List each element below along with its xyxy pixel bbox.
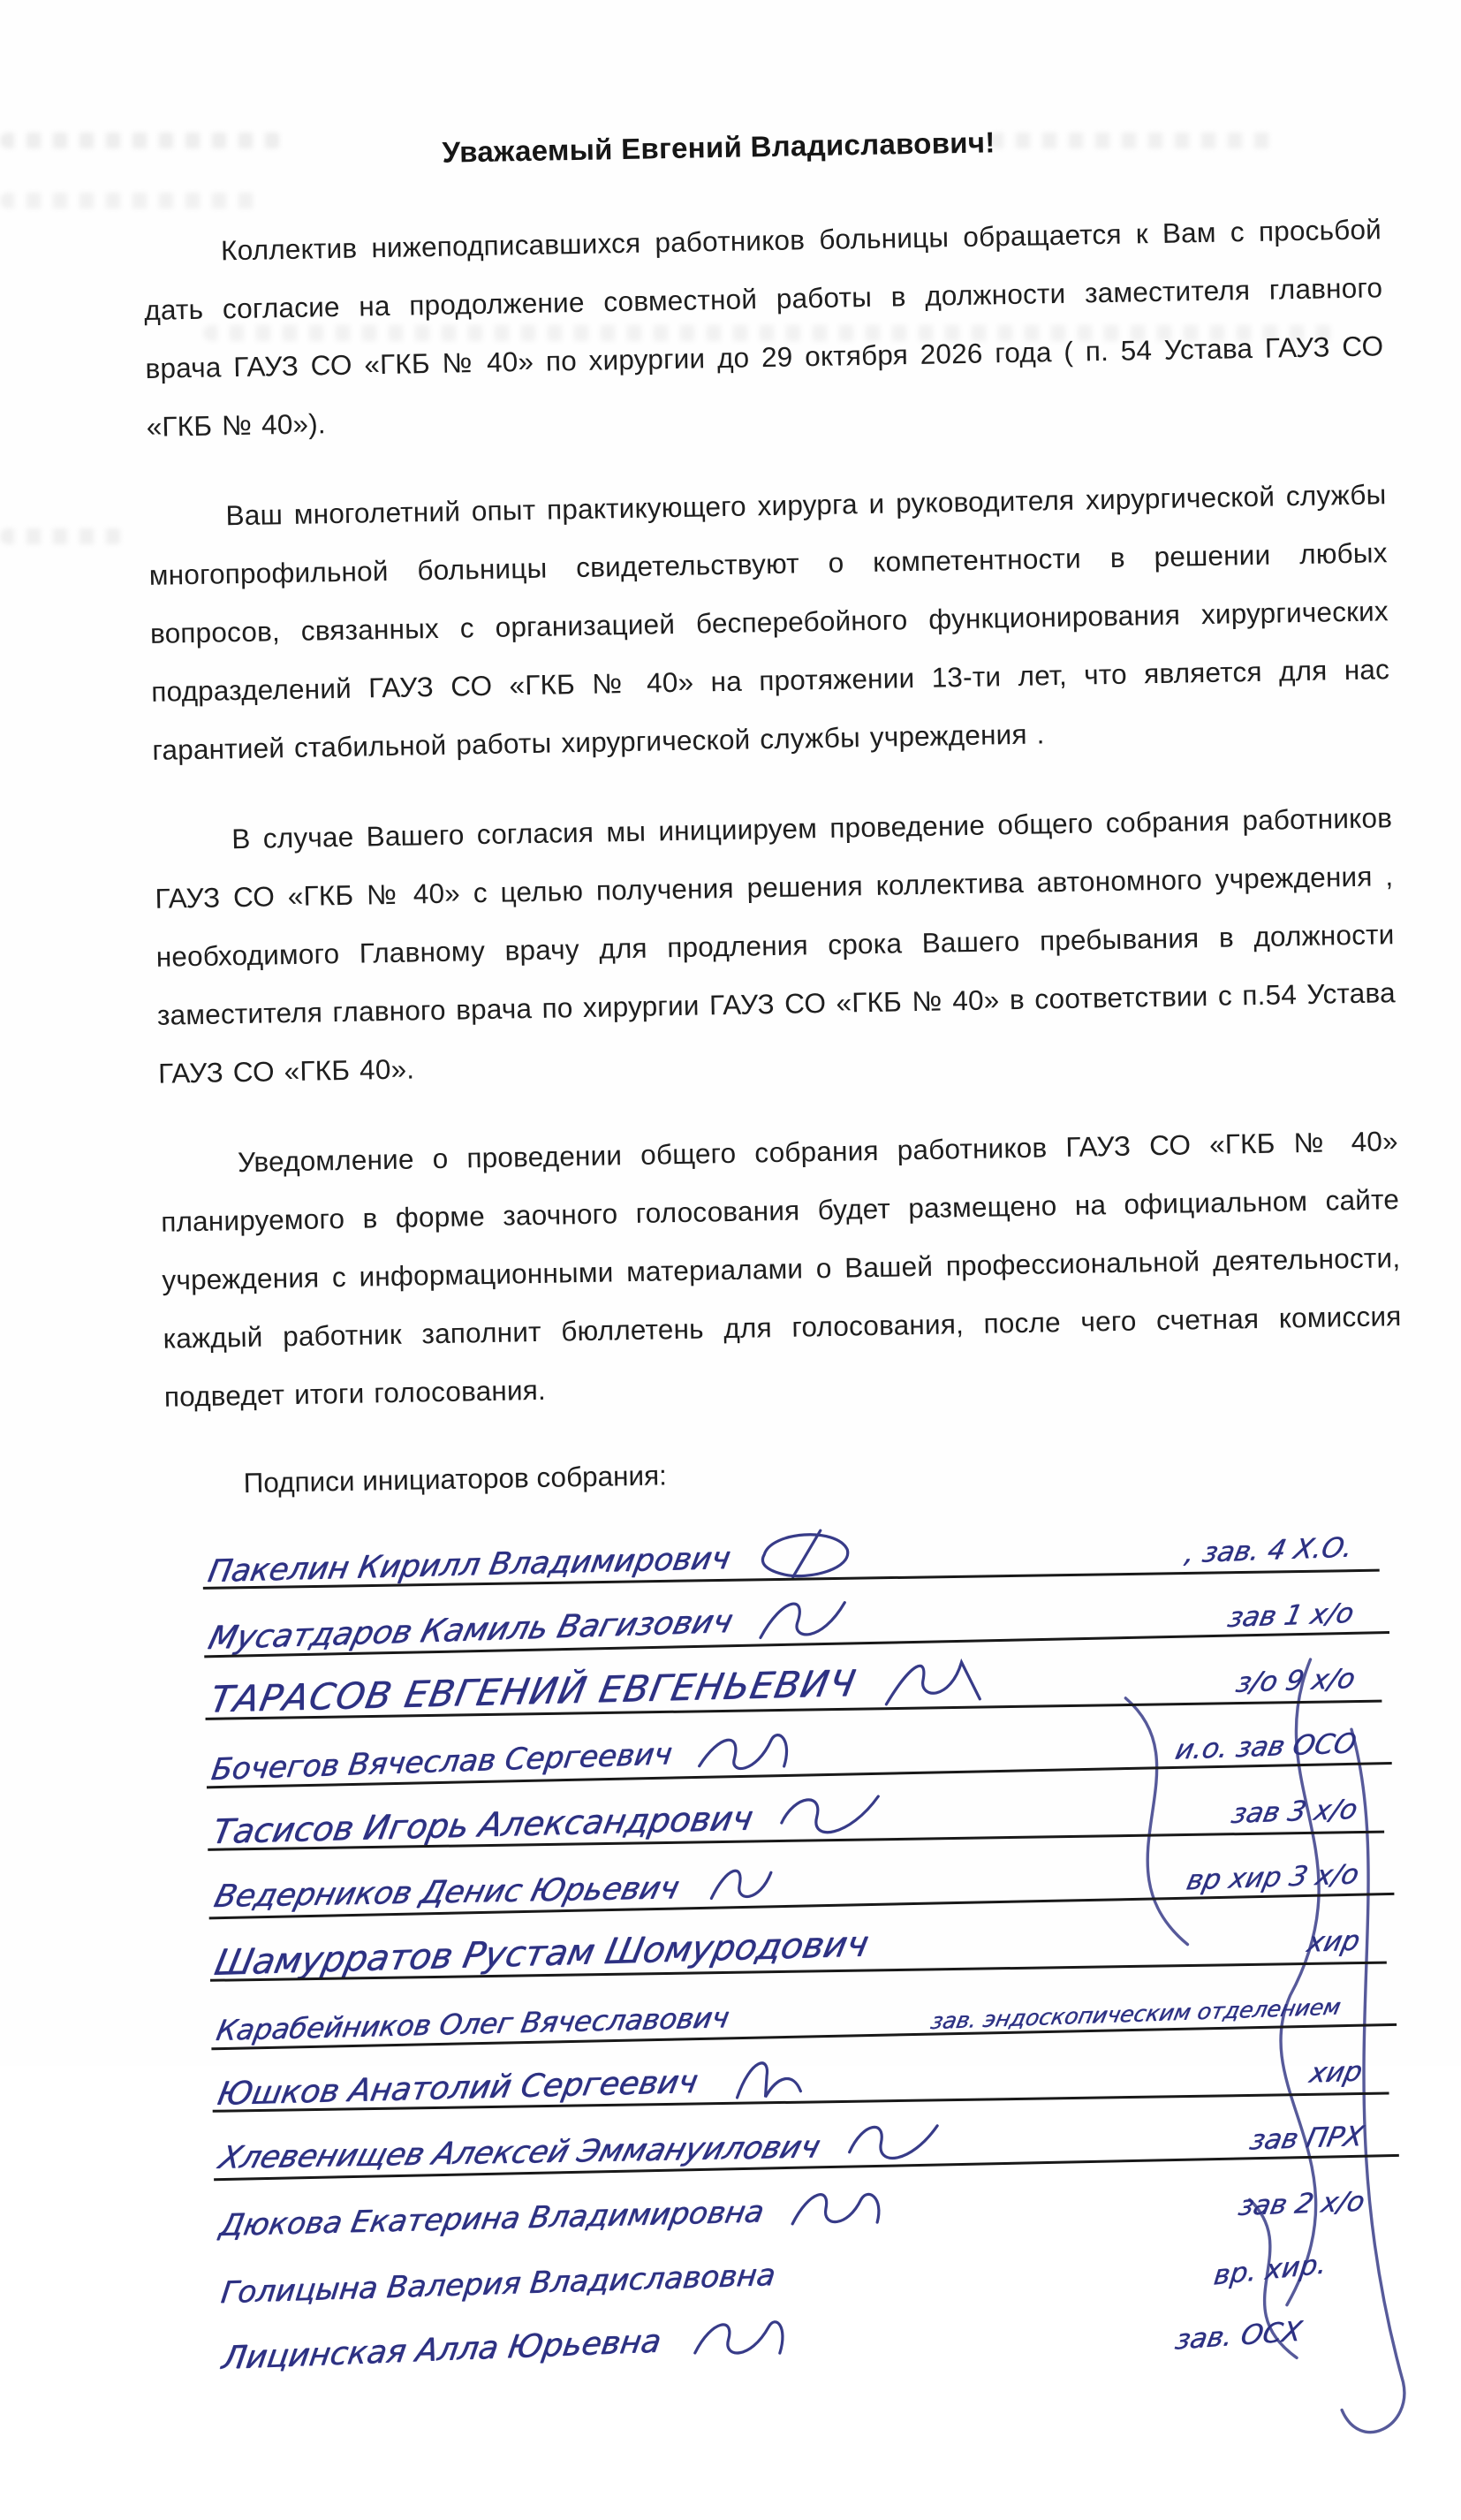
signatory-name: Тасисов Игорь Александрович — [209, 1798, 756, 1852]
signatory-role: вр хир 3 х/о — [1183, 1858, 1362, 1897]
signatory-name: Ведерников Денис Юрьевич — [210, 1871, 683, 1915]
signatory-name: Лицинская Алла Юрьевна — [219, 2323, 664, 2377]
signatory-role: хир — [1306, 2055, 1366, 2090]
signatory-name: Карабейников Олег Вячеславович — [213, 2000, 732, 2047]
signature-flourish — [751, 1524, 865, 1581]
signatures-block — [204, 1507, 1406, 2379]
signatory-name: Пакелин Кирилл Владимирович — [205, 1540, 733, 1590]
letter-paragraph-2: Ваш многолетний опыт практикующего хирурга и руководителя хирургической службы многопрофильной больницы свидетельствуют о компетентности в решении любых вопросов, связанных с организацией бесперебойного функционирования хирургических подразделений ГАУЗ СО «ГКБ № 40» на протяжении 13-ти лет, что является для нас гарантией стабильной работы хирургической службы учреждения . — [148, 478, 1390, 766]
signatory-role: зав 3 х/о — [1228, 1793, 1360, 1830]
signatory-name: Юшков Анатолий Сергеевич — [214, 2063, 701, 2113]
signatory-name: ТАРАСОВ ЕВГЕНИЙ ЕВГЕНЬЕВИЧ — [206, 1661, 860, 1721]
signature-flourish — [877, 1653, 991, 1710]
signatory-name: Хлевенищев Алексей Эммануилович — [215, 2129, 824, 2176]
signature-flourish — [682, 2311, 796, 2367]
signatory-role: хир — [1304, 1924, 1363, 1959]
signature-flourish — [753, 1590, 867, 1646]
signature-flourish — [774, 1786, 888, 1842]
salutation-heading: Уважаемый Евгений Владиславович! — [442, 125, 995, 169]
signatory-name: Бочегов Вячеслав Сергеевич — [208, 1736, 675, 1788]
signatory-role: , зав. 4 Х.О. — [1182, 1531, 1356, 1570]
signatory-name: Голицына Валерия Владиславовна — [218, 2257, 777, 2311]
signatory-role: з/о 9 х/о — [1232, 1662, 1359, 1699]
signatory-role: зав 1 х/о — [1224, 1597, 1357, 1635]
signature-flourish — [693, 1721, 806, 1778]
signature-flourish — [840, 2112, 954, 2168]
letter-paragraph-1: Коллектив нижеподписавшихся работников больницы обращается к Вам с просьбой дать согласие на продолжение совместной работы в должности заместителя главного врача ГАУЗ СО «ГКБ № 40» по хирургии до 29 октября 2026 года ( п. 54 Устава ГАУЗ СО «ГКБ № 40»). — [144, 213, 1384, 443]
signatures-heading: Подписи инициаторов собрания: — [243, 1459, 668, 1499]
signatory-role: зав. эндоскопическим отделением — [927, 1993, 1343, 2035]
signatory-role: вр. хир. — [1212, 2248, 1329, 2292]
signature-flourish — [784, 2178, 898, 2235]
signature-flourish — [700, 1852, 814, 1909]
signatory-role: зав ПРХ — [1246, 2120, 1366, 2157]
bleed-through-artifact — [0, 528, 124, 544]
signatory-name: Дюкова Екатерина Владимировна — [216, 2194, 767, 2243]
signatory-role: зав. ОСХ — [1172, 2315, 1305, 2357]
signatory-role: зав 2 х/о — [1235, 2185, 1368, 2222]
letter-paragraph-3: В случае Вашего согласия мы инициируем проведение общего собрания работников ГАУЗ СО «ГКБ № 40» с целью получения решения коллектива автономного учреждения , необходимого Главному врачу для продления срока Вашего пребывания в должности заместителя главного врача по хирургии ГАУЗ СО «ГКБ № 40» в соответствии с п.54 Устава ГАУЗ СО «ГКБ 40». — [155, 801, 1397, 1089]
letter-content — [140, 30, 1420, 2380]
signatory-role: и.о. зав ОСО — [1172, 1727, 1359, 1766]
signatory-name: Мусатдаров Камиль Вагизович — [204, 1603, 737, 1658]
signatory-name: Шамурратов Рустам Шомуродович — [210, 1924, 873, 1984]
letter-paragraph-4: Уведомление о проведении общего собрания работников ГАУЗ СО «ГКБ № 40» планируемого в форме заочного голосования будет размещено на официальном сайте учреждения с информационными материалами о Вашей профессиональной деятельности, каждый работник заполнит бюллетень для голосования, после чего счетная комиссия подведет итоги голосования. — [160, 1125, 1402, 1413]
signature-flourish — [718, 2048, 832, 2105]
